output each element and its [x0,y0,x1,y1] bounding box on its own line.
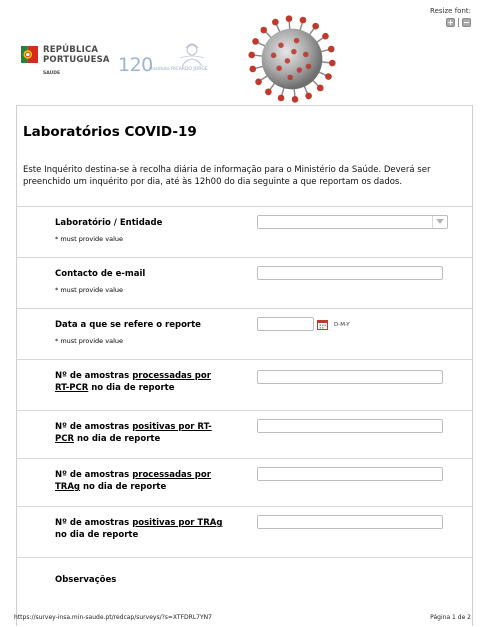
field-label: Nº de amostras processadas por RT-PCR no dia de reporte [55,371,211,393]
insa-anniversary-number: 120 [118,54,153,76]
logo-subtitle: SAÚDE [43,71,61,76]
processadas-trag-input[interactable] [257,467,443,481]
field-label: Laboratório / Entidade [55,218,163,228]
field-label: Data a que se refere o reporte [55,320,201,330]
chevron-down-icon [432,216,447,228]
required-note: * must provide value [55,286,123,294]
field-processadas-rtpcr [17,359,472,411]
resize-font-control [430,7,471,27]
required-note: * must provide value [55,337,123,345]
date-format-hint: D-M-Y [334,322,350,328]
resize-font-label: Resize font: [430,7,471,15]
logo-text-line-2: PORTUGUESA [43,55,110,65]
field-processadas-trag [17,458,472,507]
field-positivas-rtpcr [17,410,472,459]
processadas-rtpcr-input[interactable] [257,370,443,384]
insa-120-logo [118,42,214,76]
field-label: Nº de amostras processadas por TRAg no dia de reporte [55,470,211,492]
insa-subtitle: Instituto RICARDO JORGE [151,67,208,72]
required-note: * must provide value [55,235,123,243]
field-label: Contacto de e-mail [55,269,146,279]
divider [458,18,459,27]
survey-description: Este Inquérito destina-se à recolha diária de informação para o Ministério da Saúde. Deverá ser preenchido um inquérito por dia, até às 12h00 do dia seguinte a que reportam os dados. [23,165,431,187]
page-number: Página 1 de 2 [430,614,471,621]
date-field[interactable] [257,317,314,331]
survey-form [16,105,473,626]
field-positivas-trag [17,506,472,558]
field-date [17,308,472,360]
positivas-trag-input[interactable] [257,515,443,529]
field-label: Nº de amostras positivas por TRAg no dia de reporte [55,518,223,540]
field-laboratorio [17,206,472,258]
page-title: Laboratórios COVID-19 [23,124,197,140]
republica-portuguesa-logo [21,45,110,76]
field-label: Nº de amostras positivas por RT-PCR no dia de reporte [55,422,212,444]
coronavirus-image [246,13,338,105]
decrease-font-button[interactable]: − [463,18,470,27]
field-label: Observações [55,575,117,585]
calendar-icon[interactable] [317,319,328,330]
email-field[interactable] [257,266,443,280]
page-url: https://survey-insa.min-saude.pt/redcap/surveys/?s=XTFDRL7YN7 [14,614,212,621]
insa-figure-icon [174,42,210,68]
field-email [17,257,472,309]
laboratorio-select[interactable] [257,215,448,229]
increase-font-button[interactable]: + [447,18,454,27]
portugal-shield-icon [21,46,38,63]
logo-text-line-1: REPÚBLICA [43,45,99,55]
positivas-rtpcr-input[interactable] [257,419,443,433]
